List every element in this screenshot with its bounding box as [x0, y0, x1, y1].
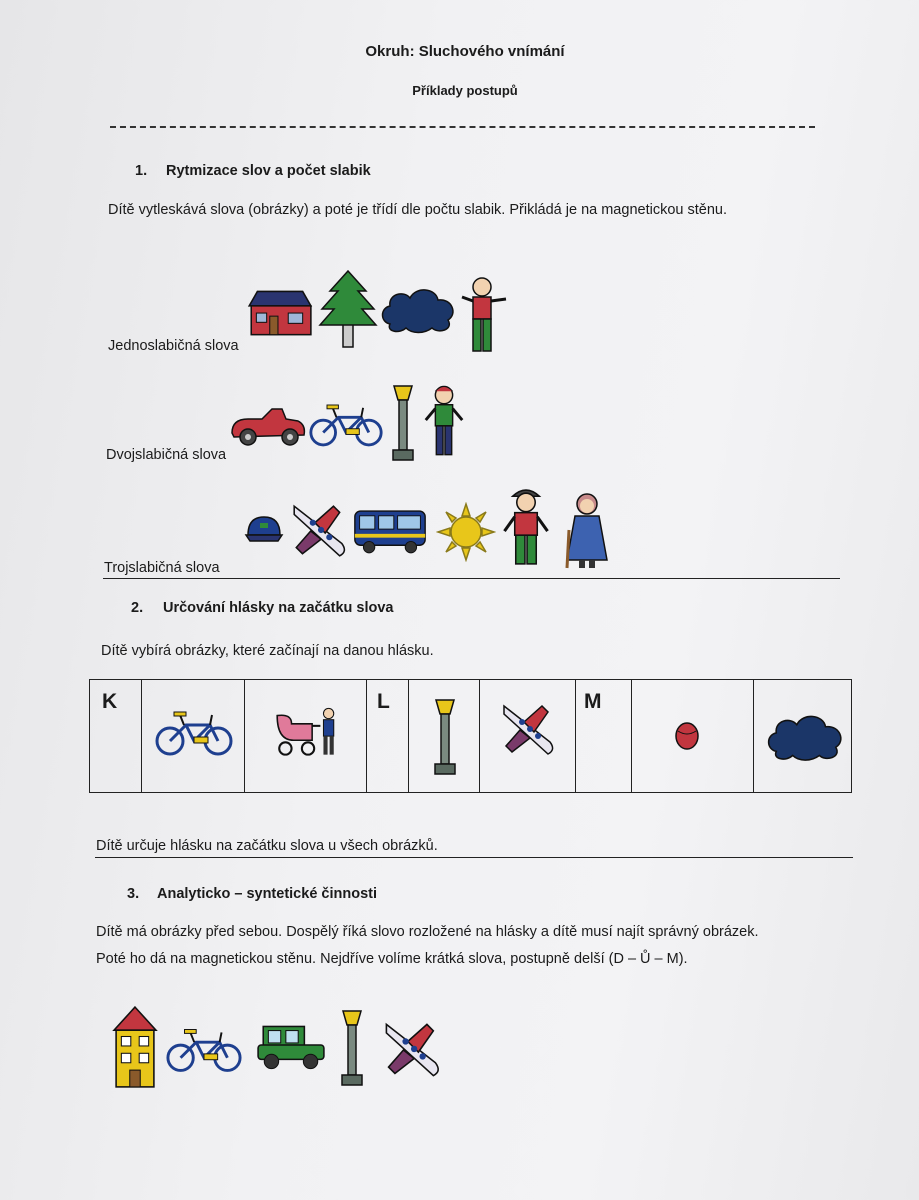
section1-heading: Rytmizace slov a počet slabik [166, 163, 371, 179]
picture-cell [409, 680, 480, 792]
row-label-one-syllable: Jednoslabičná slova [108, 338, 239, 354]
bicycle-icon [308, 398, 384, 450]
cap-icon [244, 513, 284, 543]
sun-icon [436, 502, 496, 562]
section2-text: Dítě vybírá obrázky, které začínají na danou hlásku. [101, 643, 434, 659]
ball-icon [672, 720, 702, 752]
jeep-icon [255, 1018, 327, 1074]
stroller-icon [271, 704, 343, 758]
picture-cell [480, 680, 576, 792]
child-icon [420, 383, 468, 461]
airplane-icon [380, 1018, 444, 1082]
section3-text-line1: Dítě má obrázky před sebou. Dospělý říká slovo rozložené na hlásky a dítě musí najít správný obrázek. [96, 924, 759, 940]
section3-text-line2: Poté ho dá na magnetickou stěnu. Nejdříve volíme krátká slova, postupně delší (D – Ů – M). [96, 951, 688, 967]
section2-note: Dítě určuje hlásku na začátku slova u všech obrázků. [96, 838, 438, 854]
letter-m: M [584, 690, 602, 713]
letter-cell-k [90, 680, 142, 792]
page-title: Okruh: Sluchového vnímání [365, 43, 565, 60]
letter-cell-l [367, 680, 409, 792]
street-lamp-icon [337, 1002, 367, 1092]
airplane-icon [288, 500, 350, 562]
cloud-icon [378, 283, 458, 335]
row-label-two-syllable: Dvojslabičná slova [106, 447, 227, 463]
picture-cell [142, 680, 245, 792]
dashed-divider [110, 126, 815, 128]
picture-cell [754, 680, 851, 792]
street-lamp-icon [430, 696, 460, 776]
cloud-icon [764, 710, 846, 762]
picture-cell [632, 680, 754, 792]
section2-heading: Určování hlásky na začátku slova [163, 600, 394, 616]
street-lamp-icon [388, 382, 418, 462]
grandmother-icon [560, 490, 612, 570]
tree-icon [318, 268, 378, 350]
bicycle-icon [165, 1022, 243, 1076]
section2-number: 2. [131, 600, 144, 616]
section1-number: 1. [135, 163, 148, 179]
section1-underline [103, 578, 840, 579]
letter-cell-m [576, 680, 632, 792]
row-label-three-syllable: Trojslabičná slova [104, 560, 220, 576]
boy-icon [460, 275, 510, 355]
section3-heading: Analyticko – syntetické činnosti [157, 886, 377, 902]
grandfather-icon [500, 486, 552, 568]
bicycle-icon [154, 704, 234, 760]
letter-picture-table [89, 679, 852, 793]
page-subtitle: Příklady postupů [412, 83, 518, 98]
letter-k: K [102, 690, 118, 713]
section3-number: 3. [127, 886, 140, 902]
airplane-icon [498, 700, 558, 760]
bus-icon [352, 502, 428, 560]
picture-cell [245, 680, 367, 792]
car-icon [228, 402, 308, 448]
letter-l: L [377, 690, 390, 713]
house-icon [243, 285, 315, 337]
section2-underline [95, 857, 853, 858]
section1-text: Dítě vytleskává slova (obrázky) a poté je třídí dle počtu slabik. Přikládá je na magnetickou stěnu. [108, 202, 727, 218]
tower-house-icon [110, 1005, 160, 1089]
